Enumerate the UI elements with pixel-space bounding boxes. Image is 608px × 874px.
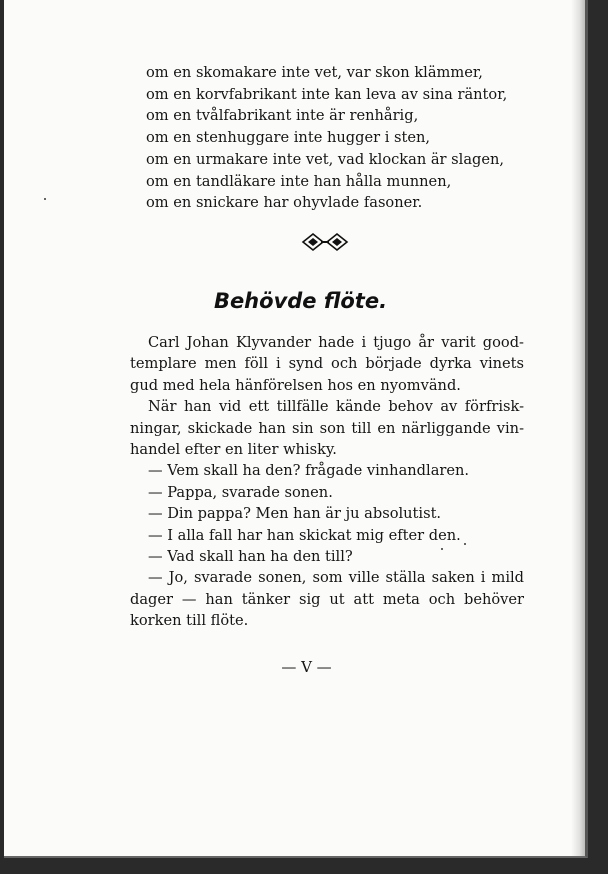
poem-line: om en skomakare inte vet, var skon klämmer, bbox=[146, 64, 483, 81]
dialogue-line: — Vem skall ha den? frågade vinhandlaren. bbox=[148, 462, 470, 480]
story-line: gud med hela hänförelsen hos en nyomvänd. bbox=[130, 376, 461, 394]
book-page bbox=[4, 0, 588, 858]
double-diamond-ornament-icon bbox=[301, 232, 349, 252]
dialogue-line: — I alla fall har han skickat mig efter den. bbox=[148, 526, 461, 544]
story-line: — Jo, svarade sonen, som ville ställa saken i mild bbox=[148, 569, 524, 587]
story-line: handel efter en liter whisky. bbox=[130, 441, 337, 459]
poem-line: om en snickare har ohyvlade fasoner. bbox=[146, 194, 423, 212]
story-line: Carl Johan Klyvander hade i tjugo år varit good- bbox=[148, 334, 524, 351]
ink-speck bbox=[44, 198, 46, 200]
story-line: dager — han tänker sig ut att meta och behöver bbox=[130, 590, 524, 608]
story-body bbox=[130, 332, 524, 632]
ink-speck bbox=[441, 548, 443, 550]
poem-line: om en urmakare inte vet, vad klockan är slagen, bbox=[146, 150, 505, 168]
poem-line: om en korvfabrikant inte kan leva av sina räntor, bbox=[146, 85, 508, 103]
page-number: — V — bbox=[281, 658, 332, 676]
story-line: templare men föll i synd och började dyrka vinets bbox=[130, 355, 524, 373]
story-title: Behövde flöte. bbox=[213, 289, 388, 313]
poem-line: om en tandläkare inte han hålla munnen, bbox=[146, 172, 452, 190]
poem-block bbox=[146, 62, 507, 214]
dialogue-line: — Pappa, svarade sonen. bbox=[148, 483, 333, 501]
story-line: När han vid ett tillfälle kände behov av förfrisk- bbox=[148, 398, 524, 416]
story-line: korken till flöte. bbox=[130, 612, 249, 630]
ink-speck bbox=[464, 543, 466, 545]
dialogue-line: — Din pappa? Men han är ju absolutist. bbox=[148, 505, 442, 523]
dialogue-line: — Vad skall han ha den till? bbox=[148, 548, 353, 566]
story-line: ningar, skickade han sin son till en närliggande vin- bbox=[130, 419, 524, 437]
poem-line: om en stenhuggare inte hugger i sten, bbox=[146, 129, 431, 147]
poem-line: om en tvålfabrikant inte är renhårig, bbox=[146, 107, 419, 125]
